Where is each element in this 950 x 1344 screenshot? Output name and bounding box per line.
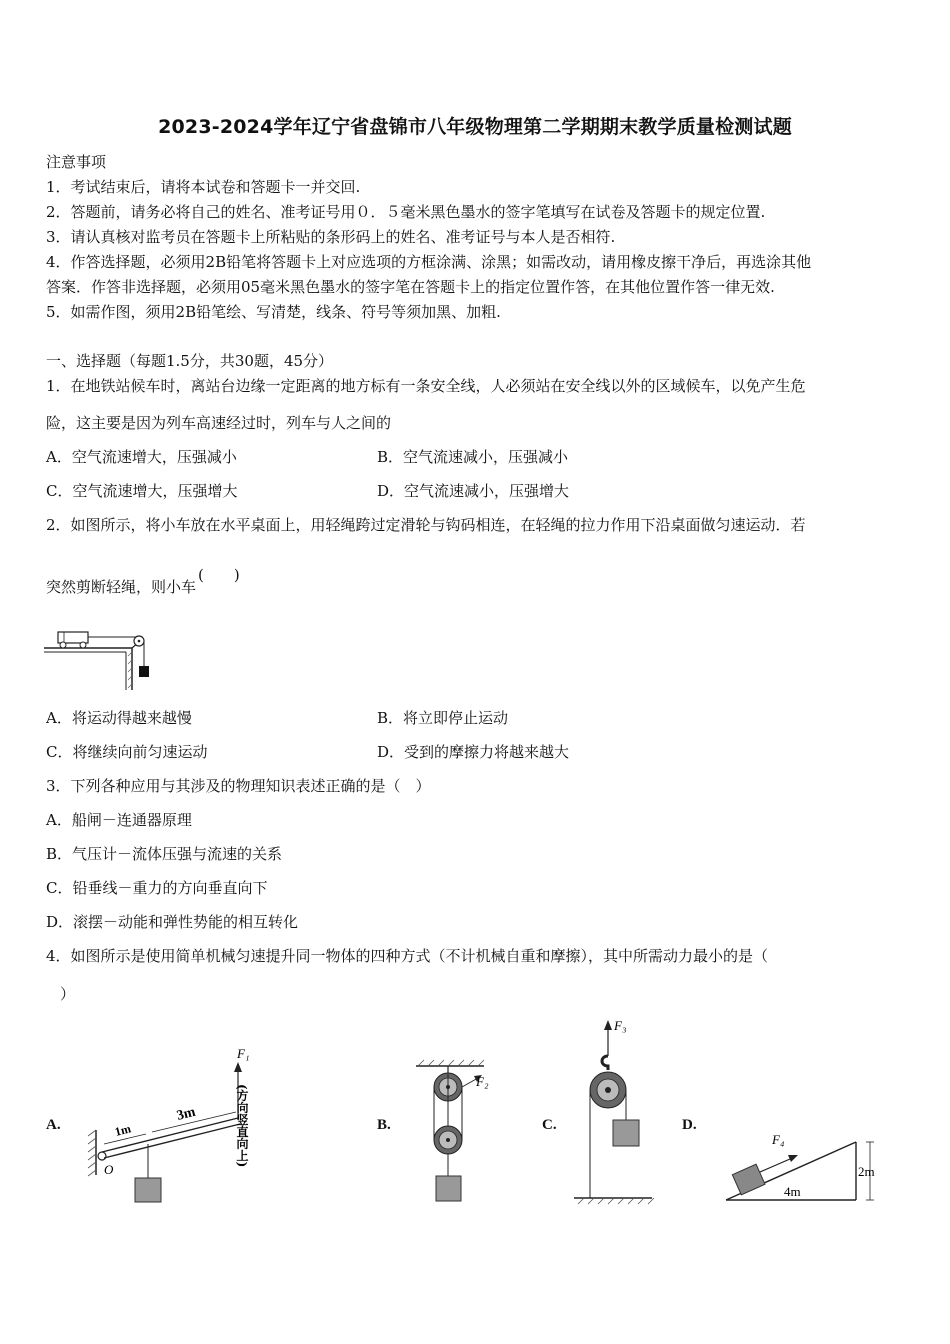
notice-item: 2．答题前，请务必将自己的姓名、准考证号用０．５毫米黑色墨水的签字笔填写在试卷及答题卡的规定位置. xyxy=(46,203,766,221)
q2-stem-line1: 2．如图所示，将小车放在水平桌面上，用轻绳跨过定滑轮与钩码相连，在轻绳的拉力作用下沿桌面做匀速运动．若 xyxy=(46,516,806,534)
q3-option-b[interactable]: B．气压计－流体压强与流速的关系 xyxy=(46,845,283,863)
fig-d-base-label: 4m xyxy=(784,1184,801,1199)
page-title: 2023-2024学年辽宁省盘锦市八年级物理第二学期期末教学质量检测试题 xyxy=(158,116,792,138)
q4-fig-a-lever xyxy=(82,1040,272,1205)
q3-option-c[interactable]: C．铅垂线－重力的方向垂直向下 xyxy=(46,879,268,897)
q4-option-d[interactable]: D. xyxy=(682,1117,697,1133)
q2-option-a[interactable]: A．将运动得越来越慢 xyxy=(46,709,192,727)
q1-option-b[interactable]: B．空气流速减小，压强减小 xyxy=(377,448,569,466)
q1-option-a[interactable]: A．空气流速增大，压强减小 xyxy=(46,448,237,466)
q2-stem-line2 xyxy=(46,566,240,597)
q2-option-c[interactable]: C．将继续向前匀速运动 xyxy=(46,743,208,761)
q3-stem: 3．下列各种应用与其涉及的物理知识表述正确的是（ ） xyxy=(46,777,431,795)
q4-option-c[interactable]: C. xyxy=(542,1117,557,1133)
q3-option-d[interactable]: D．滚摆－动能和弹性势能的相互转化 xyxy=(46,913,299,931)
q1-option-c[interactable]: C．空气流速增大，压强增大 xyxy=(46,482,238,500)
notice-item: 3．请认真核对监考员在答题卡上所粘贴的条形码上的姓名、准考证号与本人是否相符. xyxy=(46,228,616,246)
fig-d-height-label: 2m xyxy=(858,1164,875,1179)
fig-a-label-3m: 3m xyxy=(175,1104,198,1124)
q2-option-d[interactable]: D．受到的摩擦力将越来越大 xyxy=(377,743,570,761)
fig-d-force-label: F₄ xyxy=(772,1132,785,1147)
section-heading: 一、选择题（每题1.5分，共30题，45分） xyxy=(46,352,334,370)
fig-a-label-1m: 1m xyxy=(113,1121,133,1139)
q1-stem-line1: 1．在地铁站候车时，离站台边缘一定距离的地方标有一条安全线，人必须站在安全线以外的区域候车，以免产生危 xyxy=(46,377,806,395)
q4-option-b[interactable]: B. xyxy=(377,1117,391,1133)
q4-fig-d-incline xyxy=(720,1128,890,1208)
q4-option-a[interactable]: A. xyxy=(46,1117,61,1133)
notice-item: 答案．作答非选择题，必须用05毫米黑色墨水的签字笔在答题卡上的指定位置作答，在其他位置作答一律无效. xyxy=(46,278,775,296)
fig-b-force-label: F₂ xyxy=(476,1074,489,1089)
q2-answer-paren: ( ) xyxy=(198,566,240,584)
q1-option-d[interactable]: D．空气流速减小，压强增大 xyxy=(377,482,570,500)
q4-fig-b-pulley-block xyxy=(410,1056,500,1208)
notice-item: 4．作答选择题，必须用2B铅笔将答题卡上对应选项的方框涂满、涂黑；如需改动，请用橡皮擦干净后，再选涂其他 xyxy=(46,253,812,271)
notice-item: 1．考试结束后，请将本试卷和答题卡一并交回. xyxy=(46,178,361,196)
notice-item: 5．如需作图，须用2B铅笔绘、写清楚，线条、符号等须加黑、加粗. xyxy=(46,303,501,321)
q4-stem-line1: 4．如图所示是使用简单机械匀速提升同一物体的四种方式（不计机械自重和摩擦），其中所需动力最小的是（ xyxy=(46,947,769,965)
q4-stem-line2: ） xyxy=(60,985,76,1003)
q1-stem-line2: 险，这主要是因为列车高速经过时，列车与人之间的 xyxy=(46,414,392,432)
q2-cart-pulley-figure xyxy=(44,626,164,692)
fig-a-pivot-label: O xyxy=(104,1162,114,1177)
q2-stem-text: 突然剪断轻绳，则小车 xyxy=(46,578,197,596)
q3-option-a[interactable]: A．船闸－连通器原理 xyxy=(46,811,192,829)
q2-option-b[interactable]: B．将立即停止运动 xyxy=(377,709,509,727)
fig-a-force-label: F₁ xyxy=(237,1046,250,1061)
fig-c-force-label: F₃ xyxy=(614,1018,627,1033)
q4-fig-c-movable-pulley xyxy=(570,1016,660,1212)
fig-a-direction-note: (方向竖直向上) xyxy=(235,1084,249,1168)
notice-heading: 注意事项 xyxy=(46,153,107,171)
